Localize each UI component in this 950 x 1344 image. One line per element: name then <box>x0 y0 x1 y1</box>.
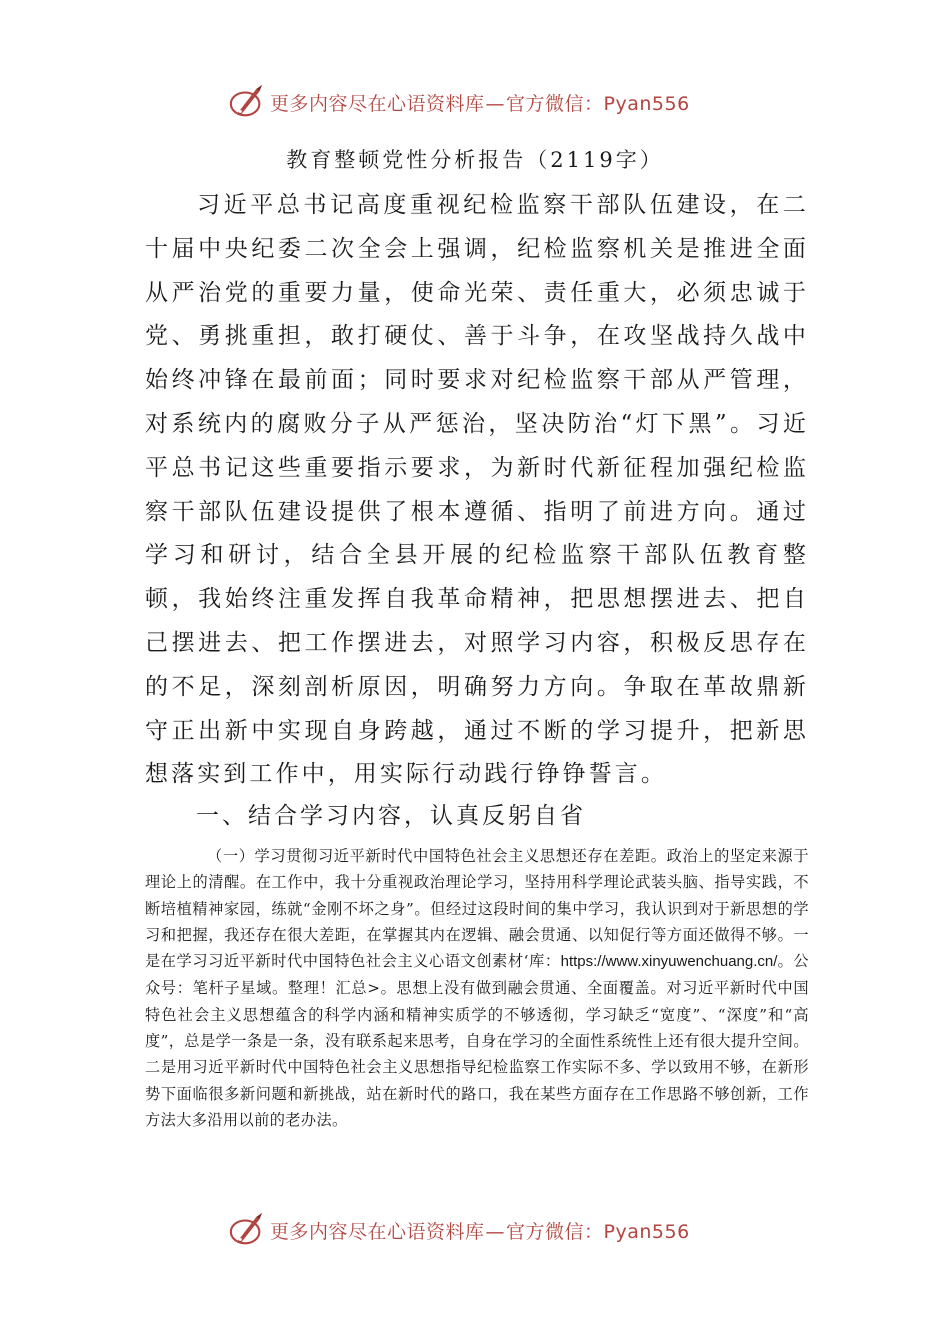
watermark-separator: — <box>485 1220 506 1243</box>
section-paragraph <box>145 843 809 1133</box>
document-title: 教育整顿党性分析报告（2119字） <box>286 148 664 172</box>
section-heading: 一、结合学习内容，认真反躬自省 <box>196 803 586 829</box>
watermark-official: 官方微信： <box>506 92 604 115</box>
watermark-separator: — <box>485 92 506 115</box>
intro-paragraph: 习近平总书记高度重视纪检监察干部队伍建设，在二十届中央纪委二次全会上强调，纪检监察机关是推进全面从严治党的重要力量，使命光荣、责任重大，必须忠诚于党、勇挑重担，敢打硬仗、善于斗争，在攻坚战持久战中始终冲锋在最前面；同时要求对纪检监察干部从严管理，对系统内的腐败分子从严惩治，坚决防治“灯下黑”。习近平总书记这些重要指示要求，为新时代新征程加强纪检监察干部队伍建设提供了根本遵循、指明了前进方向。通过学习和研讨，结合全县开展的纪检监察干部队伍教育整顿，我始终注重发挥自我革命精神，把思想摆进去、把自己摆进去、把工作摆进去，对照学习内容，积极反思存在的不足，深刻剖析原因，明确努力方向。争取在革故鼎新守正出新中实现自身跨越，通过不断的学习提升，把新思想落实到工作中，用实际行动践行铮铮誓言。 <box>145 192 809 788</box>
watermark-header <box>228 80 748 124</box>
paragraph-text-after-url: 。公众号：笔杆子星域。整理！汇总>。思想上没有做到融会贯通、全面覆盖。对习近平新时代中国特色社会主义思想蕴含的科学内涵和精神实质学的不够透彻，学习缺乏“宽度”、“深度”和“高度”，总是学一条是一条，没有联系起来思考，自身在学习的全面性系统性上还有很大提升空间。二是用习近平新时代中国特色社会主义思想指导纪检监察工作实际不多、学以致用不够，在新形势下面临很多新问题和新挑战，站在新时代的路口，我在某些方面存在工作思路不够创新，工作方法大多沿用以前的老办法。 <box>145 952 809 1129</box>
watermark-footer <box>228 1208 748 1252</box>
watermark-wechat-id: Pyan556 <box>603 1220 690 1243</box>
website-url: https://www.xinyuwenchuang.cn/ <box>560 953 778 971</box>
paragraph-text-before-url: （一）学习贯彻习近平新时代中国特色社会主义思想还存在差距。政治上的坚定来源于理论上的清醒。在工作中，我十分重视政治理论学习，坚持用科学理论武装头脑、指导实践，不断培植精神家园，练就“金刚不坏之身”。但经过这段时间的集中学习，我认识到对于新思想的学习和把握，我还存在很大差距，在掌握其内在逻辑、融会贯通、以知促行等方面还做得不够。一是在学习习近平新时代中国特色社会主义心语文创素材‘库： <box>145 847 809 971</box>
watermark-brand: 更多内容尽在心语资料库 <box>270 1220 485 1243</box>
watermark-brand: 更多内容尽在心语资料库 <box>270 92 485 115</box>
watermark-wechat-id: Pyan556 <box>603 92 690 115</box>
watermark-official: 官方微信： <box>506 1220 604 1243</box>
quill-pen-logo-icon <box>228 1211 266 1249</box>
quill-pen-logo-icon <box>228 83 266 121</box>
